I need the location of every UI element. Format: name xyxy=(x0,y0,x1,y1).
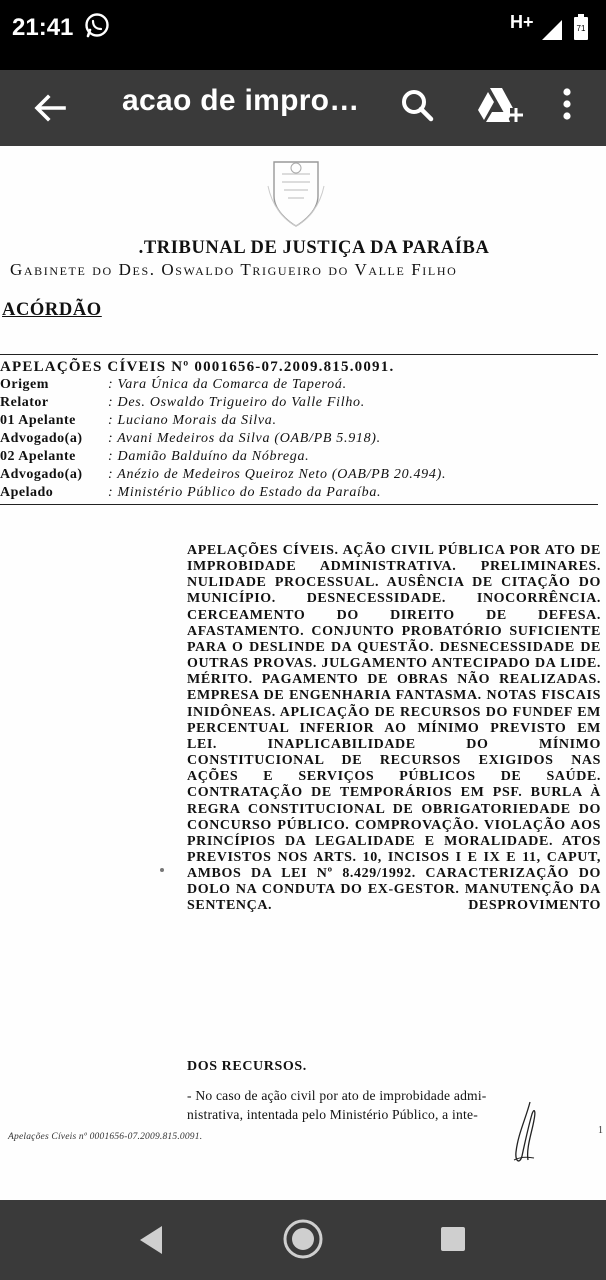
case-label: Apelado xyxy=(0,485,54,500)
signature-icon xyxy=(508,1098,542,1170)
app-bar xyxy=(0,70,606,146)
page-footer: Apelações Cíveis nº 0001656-07.2009.815.0091. xyxy=(8,1132,203,1142)
cabinet-name: Gabinete do Des. Oswaldo Trigueiro do Valle Filho xyxy=(10,260,458,279)
status-bar xyxy=(0,0,606,70)
case-row xyxy=(0,466,606,484)
status-time: 21:41 xyxy=(12,14,74,41)
case-value: : Luciano Morais da Silva. xyxy=(108,413,277,428)
system-nav-bar xyxy=(0,1200,606,1280)
document-page[interactable] xyxy=(0,146,606,1200)
acordao-heading: ACÓRDÃO xyxy=(2,300,102,320)
court-title: .TRIBUNAL DE JUSTIÇA DA PARAÍBA xyxy=(138,238,490,258)
case-value: : Avani Medeiros da Silva (OAB/PB 5.918). xyxy=(108,431,381,446)
case-label: Origem xyxy=(0,377,49,392)
battery-icon xyxy=(574,14,588,40)
case-number: APELAÇÕES CÍVEIS Nº 0001656-07.2009.815.0091. xyxy=(0,359,395,375)
more-vert-icon[interactable] xyxy=(552,84,582,128)
case-row xyxy=(0,394,606,412)
ementa-text: APELAÇÕES CÍVEIS. AÇÃO CIVIL PÚBLICA POR ATO DE IMPROBIDADE ADMINISTRATIVA. PRELIMINARES. NULIDADE PROCESSUAL. AUSÊNCIA DE CITAÇÃO DO MUNICÍPIO. DESNECESSIDADE. INOCORRÊNCIA. CERCEAMENTO DO DIREITO DE DEFESA. AFASTAMENTO. CONJUNTO PROBATÓRIO SUFICIENTE PARA O DESLINDE DA QUESTÃO. DESNECESSIDADE DE OUTRAS PROVAS. JULGAMENTO ANTECIPADO DA LIDE. MÉRITO. PAGAMENTO DE OBRAS NÃO REALIZADAS. EMPRESA DE ENGENHARIA FANTASMA. NOTAS FISCAIS INIDÔNEAS. APLICAÇÃO DE RECURSOS DO FUNDEF EM PERCENTUAL INFERIOR AO MÍNIMO PREVISTO EM LEI. INAPLICABILIDADE DO MÍNIMO CONSTITUCIONAL DE RECURSOS EXIGIDOS NAS AÇÕES E SERVIÇOS PÚBLICOS DE SAÚDE. CONTRATAÇÃO DE TEMPORÁRIOS EM PSF. BURLA À REGRA CONSTITUCIONAL DE OBRIGATORIEDADE DO CONCURSO PÚBLICO. COMPROVAÇÃO. VIOLAÇÃO AOS PRINCÍPIOS DA LEGALIDADE E MORALIDADE. ATOS PREVISTOS NOS ARTS. 10, INCISOS I E IX E 11, CAPUT, AMBOS DA LEI Nº 8.429/1992. CARACTERIZAÇÃO DO DOLO NA CONDUTA DO EX-GESTOR. MANUTENÇÃO DA SENTENÇA. DESPROVIMENTO xyxy=(187,543,601,914)
divider xyxy=(0,354,598,355)
signal-icon xyxy=(540,18,564,42)
case-label: 01 Apelante xyxy=(0,413,76,428)
case-row xyxy=(0,484,606,502)
nav-recent-apps-icon[interactable] xyxy=(440,1226,466,1252)
back-arrow-icon[interactable] xyxy=(28,86,72,130)
nav-back-icon[interactable] xyxy=(136,1224,166,1256)
nav-home-icon[interactable] xyxy=(282,1218,324,1260)
whatsapp-icon xyxy=(84,12,110,38)
case-row xyxy=(0,376,606,394)
case-label: Relator xyxy=(0,395,49,410)
case-row xyxy=(0,448,606,466)
page-number: 1 xyxy=(598,1125,603,1136)
search-icon[interactable] xyxy=(396,84,440,128)
case-value: : Anézio de Medeiros Queiroz Neto (OAB/PB 20.494). xyxy=(108,467,447,482)
case-label: 02 Apelante xyxy=(0,449,76,464)
case-info xyxy=(0,358,606,502)
divider xyxy=(0,504,598,505)
document-title: acao de impro… xyxy=(122,84,360,117)
case-value: : Damião Balduíno da Nóbrega. xyxy=(108,449,310,464)
battery-level: 71 xyxy=(576,24,586,33)
case-row xyxy=(0,430,606,448)
drive-add-icon[interactable] xyxy=(474,84,524,128)
network-type: H+ xyxy=(510,12,534,32)
scan-speck xyxy=(160,868,164,872)
summary-line: nistrativa, intentada pelo Ministério Público, a inte- xyxy=(187,1107,478,1122)
case-label: Advogado(a) xyxy=(0,467,83,482)
case-row xyxy=(0,412,606,430)
case-value: : Des. Oswaldo Trigueiro do Valle Filho. xyxy=(108,395,365,410)
court-crest-icon xyxy=(264,156,328,230)
ementa-final-line: DOS RECURSOS. xyxy=(187,1059,307,1074)
case-value: : Vara Única da Comarca de Taperoá. xyxy=(108,377,347,392)
case-value: : Ministério Público do Estado da Paraíba. xyxy=(108,485,382,500)
summary-line: - No caso de ação civil por ato de improbidade admi- xyxy=(187,1088,487,1103)
case-label: Advogado(a) xyxy=(0,431,83,446)
